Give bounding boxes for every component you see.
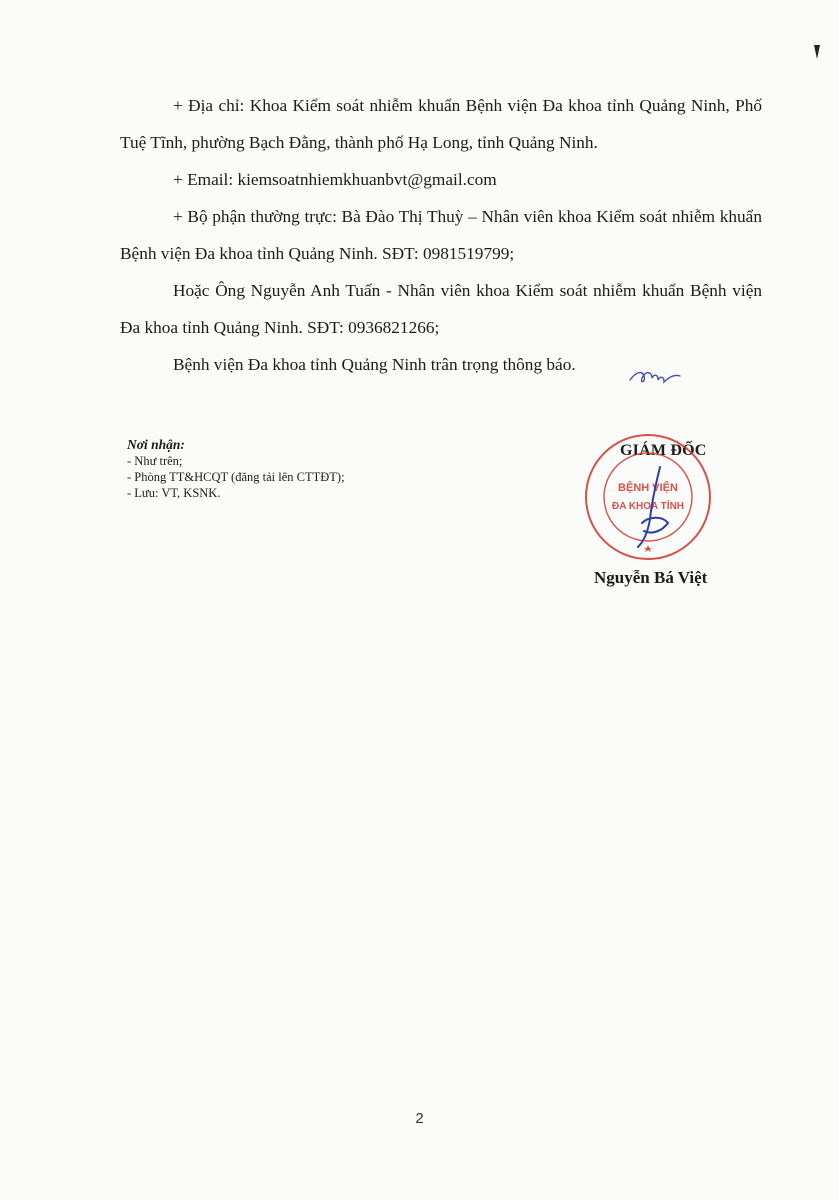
seal-line-1: BỆNH VIỆN — [618, 482, 678, 494]
recipients-title: Nơi nhận: — [127, 437, 185, 452]
recipient-item: - Lưu: VT, KSNK. — [127, 486, 221, 500]
email-paragraph: + Email: kiemsoatnhiemkhuanbvt@gmail.com — [173, 170, 497, 189]
signer-title: GIÁM ĐỐC — [620, 442, 707, 459]
signer-name: Nguyễn Bá Việt — [594, 568, 708, 587]
recipients-block — [127, 437, 345, 501]
official-seal — [582, 431, 714, 563]
seal-line-2: ĐA KHOA TỈNH — [611, 501, 685, 512]
address-paragraph: + Địa chỉ: Khoa Kiểm soát nhiễm khuẩn Bệnh viện Đa khoa tỉnh Quảng Ninh, Phố Tuệ Tĩnh, phường Bạch Đằng, thành phố Hạ Long, tỉnh Quảng Ninh. — [120, 96, 762, 152]
standby-paragraph: + Bộ phận thường trực: Bà Đào Thị Thuỳ – Nhân viên khoa Kiểm soát nhiễm khuẩn Bệnh viện Đa khoa tỉnh Quảng Ninh. SĐT: 0981519799; — [120, 207, 762, 263]
corner-mark — [812, 42, 822, 62]
recipient-item: - Phòng TT&HCQT (đăng tải lên CTTĐT); — [127, 470, 345, 484]
recipient-item: - Như trên; — [127, 454, 183, 468]
page-number: 2 — [415, 1110, 424, 1127]
handwritten-initials — [626, 364, 682, 390]
closing-paragraph: Bệnh viện Đa khoa tỉnh Quảng Ninh trân trọng thông báo. — [173, 355, 576, 374]
alternate-contact-paragraph: Hoặc Ông Nguyễn Anh Tuấn - Nhân viên khoa Kiểm soát nhiễm khuẩn Bệnh viện Đa khoa tỉnh Quảng Ninh. SĐT: 0936821266; — [120, 281, 762, 337]
